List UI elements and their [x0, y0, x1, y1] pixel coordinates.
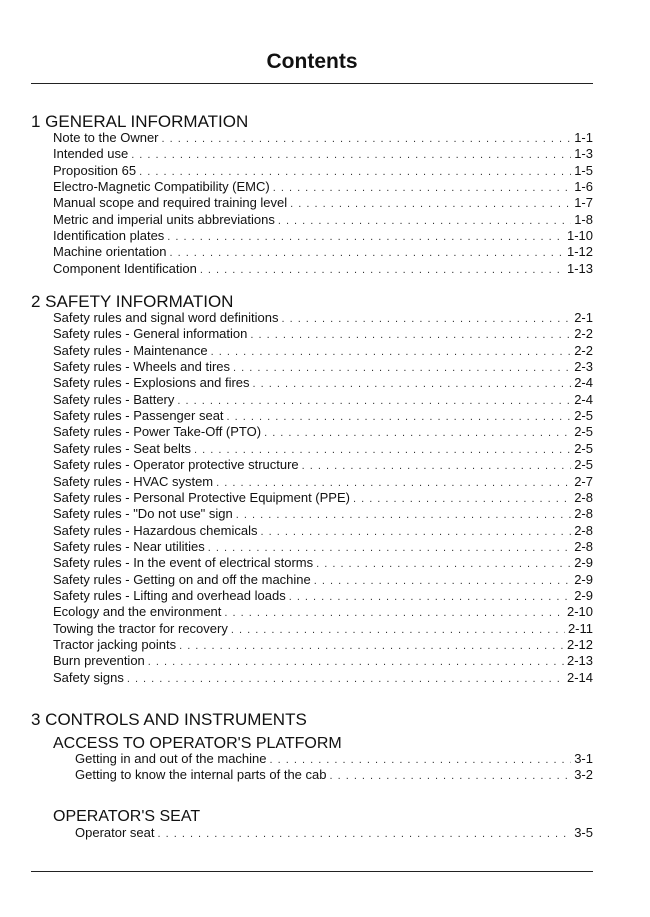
- dot-leader: [253, 376, 572, 392]
- toc-entry[interactable]: [53, 474, 593, 490]
- toc-entry-page: 2-8: [574, 522, 593, 538]
- dot-leader: [227, 409, 572, 425]
- toc-entry[interactable]: [53, 228, 593, 244]
- dot-leader: [260, 524, 571, 540]
- toc-entry-page: 1-12: [566, 244, 593, 260]
- toc-entry-page: 1-10: [566, 228, 593, 244]
- toc-entry-label: Operator seat: [75, 825, 155, 840]
- toc-entry-page: 1-5: [574, 162, 593, 178]
- dot-leader: [200, 262, 564, 278]
- dot-leader: [194, 442, 571, 458]
- toc-entry-page: 2-9: [574, 587, 593, 603]
- toc-entry-label: Safety rules and signal word definitions: [53, 310, 279, 325]
- dot-leader: [169, 245, 564, 261]
- toc-entry-label: Safety rules - Getting on and off the machine: [53, 571, 311, 587]
- toc-entry[interactable]: [53, 424, 593, 440]
- toc-entry[interactable]: [53, 212, 593, 228]
- toc-entry-label: Safety rules - Passenger seat: [53, 408, 224, 424]
- toc-entry-page: 3-1: [574, 751, 593, 766]
- toc-entry[interactable]: [53, 392, 593, 408]
- toc-entry-label: Safety rules - Wheels and tires: [53, 359, 231, 375]
- toc-entry-label: Machine orientation: [53, 244, 167, 260]
- toc-entry-page: 2-2: [574, 342, 593, 358]
- toc-entry-label: Safety rules - Explosions and fires: [53, 375, 250, 391]
- toc-entry[interactable]: [53, 637, 593, 653]
- toc-entry-label: Burn prevention: [53, 653, 145, 669]
- toc-entry-label: Safety rules - Lifting and overhead loads: [53, 587, 286, 603]
- toc-entry-page: 2-2: [574, 326, 593, 342]
- toc-entry[interactable]: [53, 555, 593, 571]
- page-title: Contents: [266, 50, 358, 73]
- toc-entry-label: Safety rules - Maintenance: [53, 342, 208, 358]
- toc-entry[interactable]: [53, 408, 593, 424]
- toc-entry-label: Safety rules - Power Take-Off (PTO): [53, 424, 262, 440]
- dot-leader: [290, 196, 571, 212]
- toc-entry[interactable]: [75, 767, 593, 783]
- dot-leader: [177, 393, 571, 409]
- toc-entry-label: Safety rules - General information: [53, 326, 248, 342]
- toc-entry[interactable]: [53, 653, 593, 669]
- toc-entry-label: Safety signs: [53, 669, 124, 685]
- toc-entry-label: Getting in and out of the machine: [75, 751, 267, 766]
- toc-entry-label: Safety rules - Battery: [53, 391, 175, 407]
- dot-leader: [208, 540, 571, 556]
- toc-entry-label: Identification plates: [53, 228, 165, 244]
- toc-entry-label: Towing the tractor for recovery: [53, 620, 228, 636]
- subsection-heading: OPERATOR'S SEAT: [53, 808, 201, 825]
- dot-leader: [216, 475, 571, 491]
- toc-entry-page: 2-5: [574, 440, 593, 456]
- toc-entry[interactable]: [53, 326, 593, 342]
- toc-entry-label: Safety rules - Hazardous chemicals: [53, 522, 258, 538]
- dot-leader: [316, 556, 571, 572]
- toc-entry[interactable]: [53, 130, 593, 146]
- toc-entry-label: Safety rules - "Do not use" sign: [53, 506, 233, 522]
- toc-entry[interactable]: [53, 310, 593, 326]
- toc-entry-page: 1-1: [574, 130, 593, 145]
- dot-leader: [329, 768, 571, 784]
- toc-entry-label: Proposition 65: [53, 162, 137, 178]
- toc-entry[interactable]: [53, 195, 593, 211]
- toc-entry[interactable]: [75, 825, 593, 841]
- toc-entry[interactable]: [53, 359, 593, 375]
- toc-entry-label: Safety rules - In the event of electrical storms: [53, 555, 314, 571]
- toc-entry-page: 2-5: [574, 424, 593, 440]
- section-heading: 3 CONTROLS AND INSTRUMENTS: [31, 710, 307, 729]
- toc-entry[interactable]: [75, 751, 593, 767]
- toc-entry-label: Note to the Owner: [53, 130, 159, 145]
- dot-leader: [314, 573, 571, 589]
- dot-leader: [127, 671, 564, 687]
- toc-entry-label: Getting to know the internal parts of the cab: [75, 767, 327, 783]
- toc-entry-page: 2-14: [566, 669, 593, 685]
- toc-entry[interactable]: [53, 670, 593, 686]
- toc-entry[interactable]: [53, 506, 593, 522]
- toc-entry-page: 2-9: [574, 571, 593, 587]
- toc-entry-page: 1-6: [574, 179, 593, 195]
- toc-entry[interactable]: [53, 179, 593, 195]
- toc-entry-page: 2-8: [574, 538, 593, 554]
- toc-entry-label: Safety rules - Operator protective structure: [53, 457, 299, 473]
- toc-entry-page: 2-5: [574, 408, 593, 424]
- dot-leader: [162, 131, 572, 147]
- toc-entry[interactable]: [53, 588, 593, 604]
- dot-leader: [231, 622, 565, 638]
- toc-entry-page: 1-3: [574, 146, 593, 162]
- subsection-heading: ACCESS TO OPERATOR'S PLATFORM: [53, 735, 342, 752]
- toc-entry-page: 2-13: [566, 653, 593, 669]
- toc-entry-page: 2-8: [574, 506, 593, 522]
- toc-entry-page: 2-4: [574, 375, 593, 391]
- toc-entry[interactable]: [53, 343, 593, 359]
- header-rule: [31, 83, 593, 84]
- dot-leader: [353, 491, 571, 507]
- toc-entry-label: Safety rules - HVAC system: [53, 473, 214, 489]
- dot-leader: [250, 327, 571, 343]
- toc-entry-label: Component Identification: [53, 260, 197, 276]
- dot-leader: [148, 654, 564, 670]
- toc-entry-page: 2-10: [566, 604, 593, 620]
- toc-entry[interactable]: [53, 539, 593, 555]
- dot-leader: [233, 360, 571, 376]
- toc-entry-page: 2-7: [574, 473, 593, 489]
- dot-leader: [179, 638, 564, 654]
- section-heading: 1 GENERAL INFORMATION: [31, 112, 249, 131]
- dot-leader: [131, 147, 571, 163]
- toc-entry[interactable]: [53, 441, 593, 457]
- toc-entry[interactable]: [53, 604, 593, 620]
- toc-entry[interactable]: [53, 261, 593, 277]
- dot-leader: [158, 826, 572, 842]
- toc-entry-label: Safety rules - Near utilities: [53, 538, 205, 554]
- dot-leader: [273, 180, 571, 196]
- toc-entry-page: 2-12: [566, 637, 593, 652]
- dot-leader: [167, 229, 564, 245]
- dot-leader: [281, 311, 571, 327]
- toc-entry-page: 3-5: [574, 825, 593, 840]
- toc-entry-page: 2-1: [574, 310, 593, 325]
- toc-entry-label: Tractor jacking points: [53, 637, 177, 652]
- toc-entry[interactable]: [53, 244, 593, 260]
- toc-entry-page: 2-5: [574, 457, 593, 473]
- dot-leader: [211, 344, 572, 360]
- dot-leader: [264, 425, 571, 441]
- dot-leader: [289, 589, 572, 605]
- dot-leader: [224, 605, 564, 621]
- toc-entry[interactable]: [53, 457, 593, 473]
- dot-leader: [139, 164, 571, 180]
- toc-entry[interactable]: [53, 523, 593, 539]
- toc-entry[interactable]: [53, 146, 593, 162]
- section-heading: 2 SAFETY INFORMATION: [31, 292, 234, 311]
- toc-entry-page: 2-9: [574, 555, 593, 571]
- toc-entry-page: 2-3: [574, 359, 593, 375]
- toc-entry-label: Ecology and the environment: [53, 604, 222, 620]
- dot-leader: [278, 213, 571, 229]
- toc-entry-page: 1-13: [566, 260, 593, 276]
- toc-entry-page: 3-2: [574, 767, 593, 783]
- toc-entry-page: 2-8: [574, 489, 593, 505]
- toc-entry-page: 2-4: [574, 391, 593, 407]
- toc-entry-label: Safety rules - Seat belts: [53, 440, 192, 456]
- toc-entry[interactable]: [53, 163, 593, 179]
- dot-leader: [270, 752, 572, 768]
- toc-entry-label: Metric and imperial units abbreviations: [53, 211, 275, 227]
- toc-entry[interactable]: [53, 490, 593, 506]
- footer-rule: [31, 871, 593, 872]
- toc-entry[interactable]: [53, 621, 593, 637]
- toc-entry-page: 1-7: [574, 195, 593, 211]
- dot-leader: [236, 507, 571, 523]
- toc-entry[interactable]: [53, 375, 593, 391]
- toc-entry-page: 1-8: [574, 211, 593, 227]
- toc-entry-label: Intended use: [53, 146, 129, 162]
- toc-entry-label: Safety rules - Personal Protective Equipment (PPE): [53, 489, 350, 505]
- toc-entry[interactable]: [53, 572, 593, 588]
- toc-entry-page: 2-11: [567, 620, 593, 636]
- toc-entry-label: Electro-Magnetic Compatibility (EMC): [53, 179, 270, 195]
- dot-leader: [302, 458, 572, 474]
- toc-entry-label: Manual scope and required training level: [53, 195, 288, 211]
